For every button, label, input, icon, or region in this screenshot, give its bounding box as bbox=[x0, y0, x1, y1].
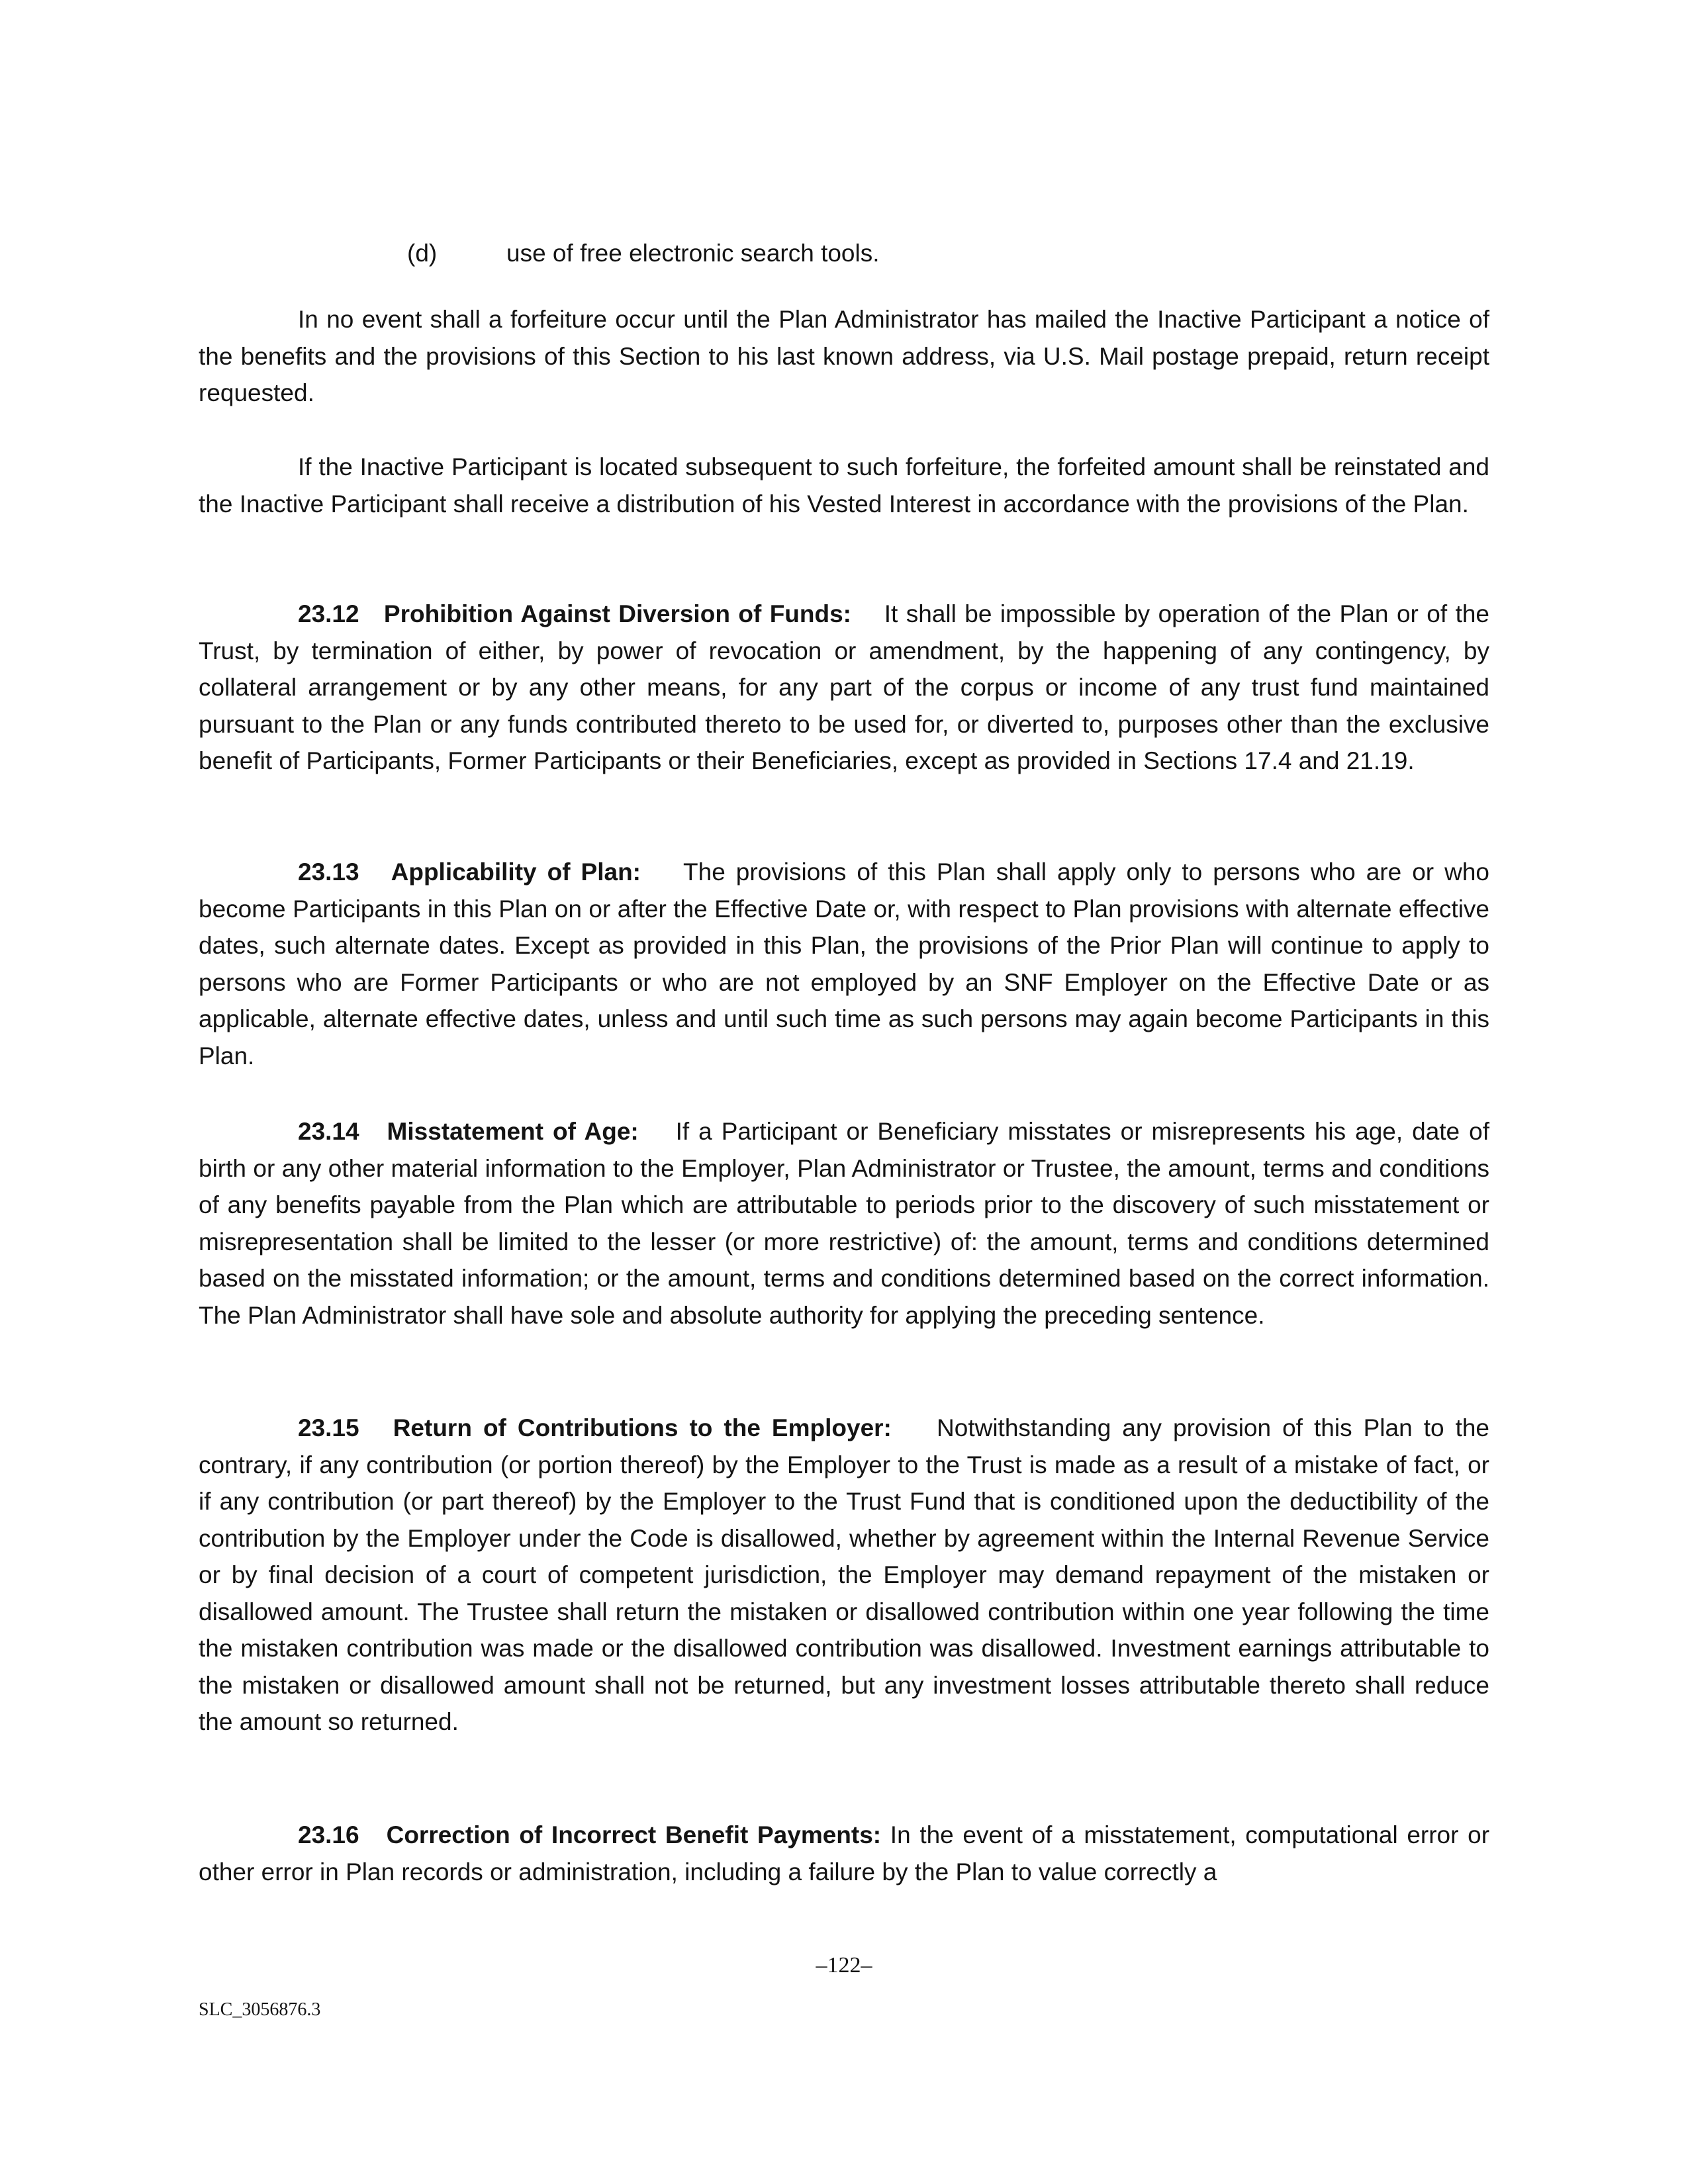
section-23-12 bbox=[199, 596, 1489, 780]
section-body: If a Participant or Beneficiary misstates or misrepresents his age, date of birth or any other material information to the Employer, Plan Administrator or Trustee, the amount, terms and conditions of any benefits payable from the Plan which are attributable to periods prior to the discovery of such misstatement or misrepresentation shall be limited to the lesser (or more restrictive) of: the amount, terms and conditions determined based on the misstated information; or the amount, terms and conditions determined based on the correct information. The Plan Administrator shall have sole and absolute authority for applying the preceding sentence. bbox=[199, 1118, 1489, 1329]
section-23-14 bbox=[199, 1113, 1489, 1334]
section-number: 23.14 bbox=[298, 1118, 359, 1145]
paragraph-reinstatement bbox=[199, 449, 1489, 522]
section-title: Applicability of Plan: bbox=[391, 858, 641, 886]
section-number: 23.13 bbox=[298, 858, 359, 886]
list-item-text: use of free electronic search tools. bbox=[506, 240, 880, 267]
section-title: Prohibition Against Diversion of Funds: bbox=[383, 600, 852, 627]
section-23-15 bbox=[199, 1410, 1489, 1741]
list-item-label: (d) bbox=[407, 240, 438, 267]
section-body: In the event of a misstatement, computational error or other error in Plan records or administration, including a failure by the Plan to value correctly a bbox=[199, 1821, 1490, 1886]
paragraph-text: If the Inactive Participant is located subsequent to such forfeiture, the forfeited amount shall be reinstated and the Inactive Participant shall receive a distribution of his Vested Interest in accordance with the provisions of the Plan. bbox=[199, 453, 1489, 518]
section-title: Misstatement of Age: bbox=[387, 1118, 639, 1145]
section-body: Notwithstanding any provision of this Plan to the contrary, if any contribution (or portion thereof) by the Employer to the Trust is made as a result of a mistake of fact, or if any contribution (or part thereof) by the Employer to the Trust Fund that is conditioned upon the deductibility of the contribution by the Employer under the Code is disallowed, whether by agreement within the Internal Revenue Service or by final decision of a court of competent jurisdiction, the Employer may demand repayment of the mistaken or disallowed amount. The Trustee shall return the mistaken or disallowed contribution within one year following the time the mistaken contribution was made or the disallowed contribution was disallowed. Investment earnings attributable to the mistaken or disallowed amount shall not be returned, but any investment losses attributable thereto shall reduce the amount so returned. bbox=[199, 1414, 1490, 1735]
page-number: –122– bbox=[816, 1953, 872, 1978]
paragraph-forfeiture-notice bbox=[199, 301, 1489, 412]
section-body: The provisions of this Plan shall apply only to persons who are or who become Participants in this Plan on or after the Effective Date or, with respect to Plan provisions with alternate effective dates, such alternate dates. Except as provided in this Plan, the provisions of the Prior Plan will continue to apply to persons who are Former Participants or who are not employed by an SNF Employer on the Effective Date or as applicable, alternate effective dates, unless and until such time as such persons may again become Participants in this Plan. bbox=[199, 858, 1489, 1069]
section-title: Correction of Incorrect Benefit Payments: bbox=[386, 1821, 882, 1848]
section-23-13 bbox=[199, 854, 1489, 1074]
section-23-16 bbox=[199, 1817, 1489, 1890]
document-id: SLC_3056876.3 bbox=[199, 1999, 321, 2020]
paragraph-text: In no event shall a forfeiture occur until the Plan Administrator has mailed the Inactive Participant a notice of the benefits and the provisions of this Section to his last known address, via U.S. Mail postage prepaid, return receipt requested. bbox=[199, 306, 1489, 406]
section-body: It shall be impossible by operation of the Plan or of the Trust, by termination of either, by power of revocation or amendment, by the happening of any contingency, by collateral arrangement or by any other means, for any part of the corpus or income of any trust fund maintained pursuant to the Plan or any funds contributed thereto to be used for, or diverted to, purposes other than the exclusive benefit of Participants, Former Participants or their Beneficiaries, except as provided in Sections 17.4 and 21.19. bbox=[199, 600, 1489, 774]
section-number: 23.12 bbox=[298, 600, 359, 627]
section-number: 23.15 bbox=[298, 1414, 359, 1441]
section-number: 23.16 bbox=[298, 1821, 359, 1848]
section-title: Return of Contributions to the Employer: bbox=[393, 1414, 892, 1441]
